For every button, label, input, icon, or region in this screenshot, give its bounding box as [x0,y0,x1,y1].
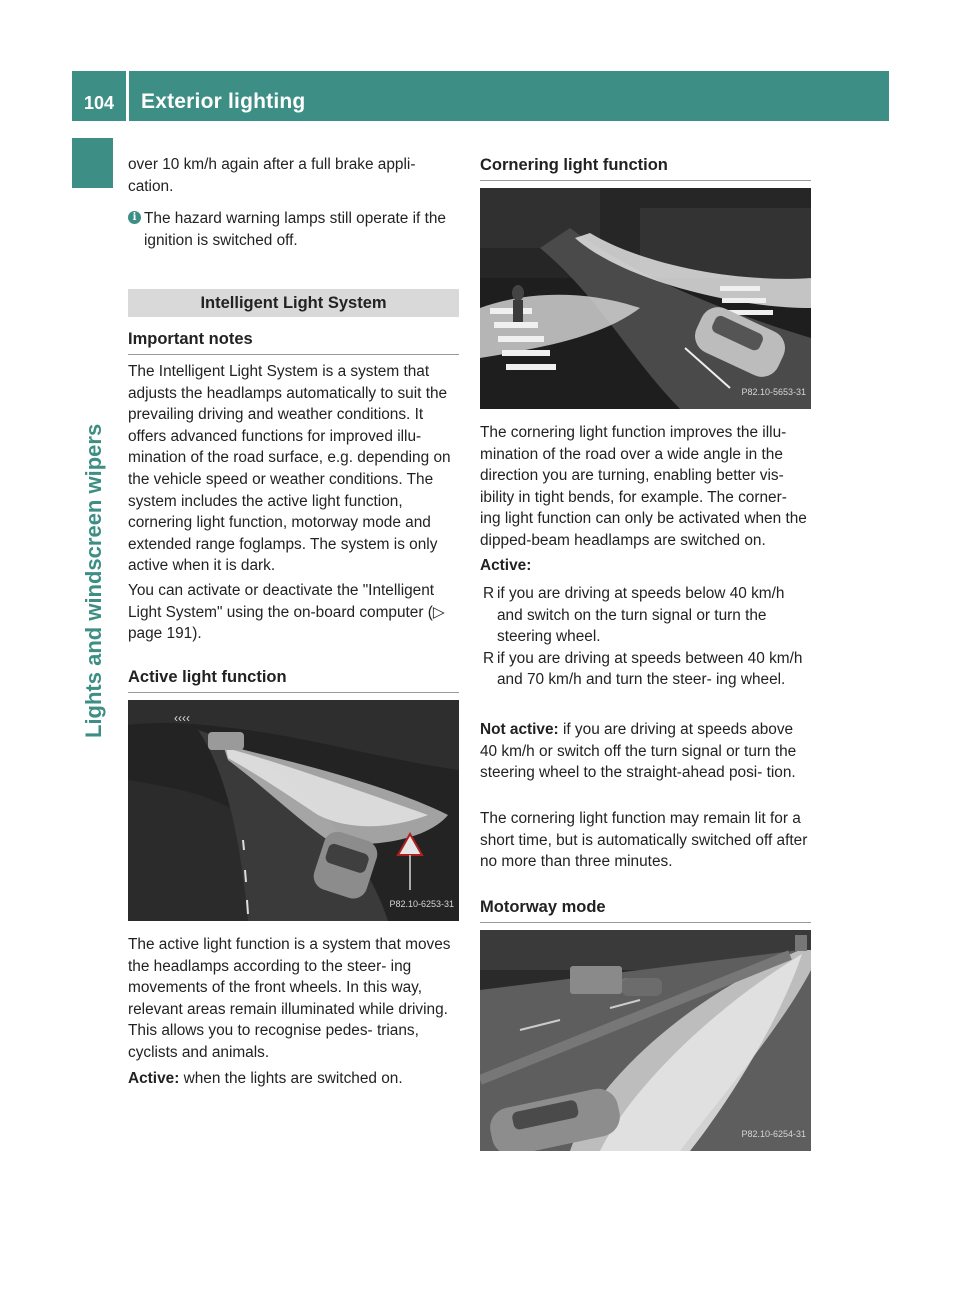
active-light-figure [128,700,459,921]
section-title: Intelligent Light System [128,289,459,317]
bullet-marker: R [483,585,495,602]
cornering-illustration [480,188,811,409]
page-number: 104 [84,93,115,113]
active-light-heading: Active light function [128,666,459,693]
chapter-tab [72,138,113,188]
continued-paragraph: over 10 km/h again after a full brake appli- cation. [128,156,416,195]
page-title: Exterior lighting [141,90,306,113]
header-separator [126,71,129,121]
info-note-text: The hazard warning lamps still operate if the ignition is switched off. [144,210,446,249]
cornering-active-list [480,583,811,691]
not-active-text: if you are driving at speeds above 40 km/h or switch off the turn signal or turn the steering wheel to the straight-ahead posi- tion. [480,721,797,782]
important-notes-heading: Important notes [128,328,459,355]
intelligent-light-activation-paragraph: You can activate or deactivate the "Intelligent Light System" using the on-board computer (▷ page 191). [128,582,445,643]
list-item: R if you are driving at speeds below 40 km/h and switch on the turn signal or turn the steering wheel. [483,585,785,646]
motorway-illustration [480,930,811,1151]
info-icon: i [128,211,141,224]
motorway-heading: Motorway mode [480,896,811,923]
active-light-paragraph: The active light function is a system that moves the headlamps according to the steer- ing movements of the front wheels. In this way, relevant areas remain illuminated while driving. This allows you to recognise pedes- trians, cyclists and animals. [128,936,451,1061]
motorway-figure [480,930,811,1151]
important-notes-paragraph: The Intelligent Light System is a system that adjusts the headlamps automatically to suit the prevailing driving and weather conditions. It offers advanced functions for improved illu- mination of the road surface, e.g. depending on the vehicle speed or weather conditions. The system includes the active light function, cornering light function, motorway mode and extended range foglamps. The system is only active when it is dark. [128,363,451,575]
cornering-remain-lit-paragraph: The cornering light function may remain lit for a short time, but is automatically switched off after no more than three minutes. [480,810,808,871]
figure-code: P82.10-6253-31 [389,899,454,910]
chapter-label-text: Lights and windscreen wipers [81,423,106,738]
active-light-active-line [128,1068,459,1090]
cornering-not-active-paragraph [480,719,811,784]
figure-code: P82.10-6254-31 [741,1129,806,1140]
active-label: Active: [128,1070,180,1087]
list-item: R if you are driving at speeds between 40 km/h and 70 km/h and turn the steer- ing wheel. [483,649,803,689]
cornering-figure [480,188,811,409]
bullet-marker: R [483,649,495,667]
cornering-active-label: Active: [480,557,532,574]
active-light-illustration [128,700,459,921]
not-active-label: Not active: [480,721,559,738]
figure-code: P82.10-5653-31 [741,387,806,398]
info-note [128,208,459,251]
active-text: when the lights are switched on. [179,1070,403,1087]
chapter-label [73,423,113,778]
cornering-paragraph: The cornering light function improves the illu- mination of the road over a wide angle in the direction you are turning, enabling better vis- ibility in tight bends, for example. The corner- ing light function can only be activated when the dipped-beam headlamps are switched on. [480,424,807,549]
cornering-heading: Cornering light function [480,154,811,181]
svg-text:‹‹‹‹: ‹‹‹‹ [174,711,190,725]
